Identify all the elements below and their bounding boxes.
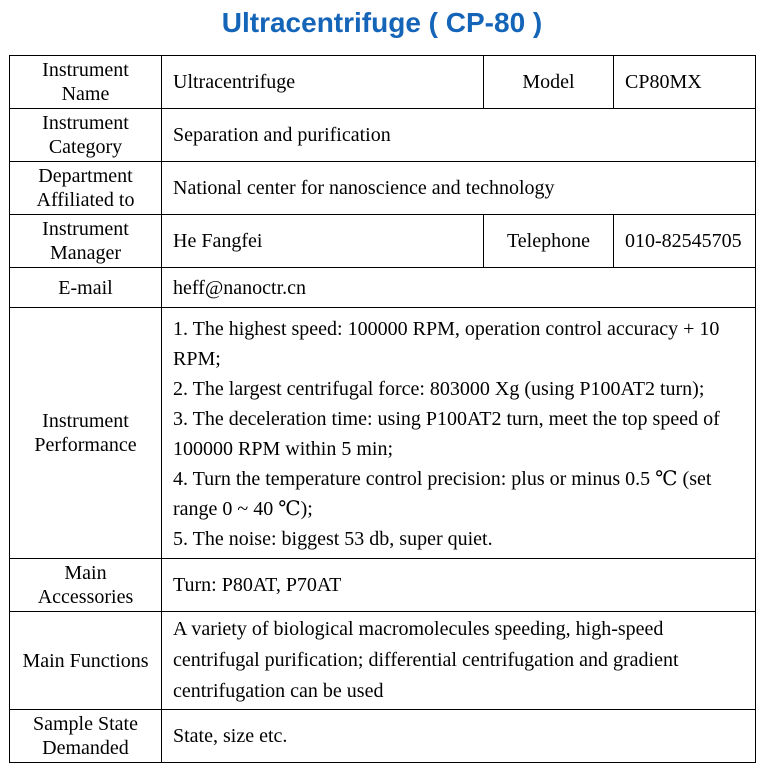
department-label: Department Affiliated to	[10, 162, 162, 215]
model-label: Model	[484, 56, 614, 109]
sample-state-label: Sample State Demanded	[10, 710, 162, 763]
sample-state-value: State, size etc.	[162, 710, 756, 763]
table-row	[10, 612, 756, 710]
performance-line-4: 4. Turn the temperature control precision: plus or minus 0.5 ℃ (set range 0 ~ 40 ℃);	[173, 468, 712, 520]
telephone-label: Telephone	[484, 215, 614, 268]
telephone-value: 010-82545705	[614, 215, 756, 268]
department-value: National center for nanoscience and technology	[162, 162, 756, 215]
instrument-performance-value	[162, 308, 756, 559]
performance-line-3: 3. The deceleration time: using P100AT2 turn, meet the top speed of 100000 RPM within 5 min;	[173, 408, 720, 460]
email-value: heff@nanoctr.cn	[162, 268, 756, 308]
main-accessories-value: Turn: P80AT, P70AT	[162, 559, 756, 612]
table-row	[10, 215, 756, 268]
table-row	[10, 162, 756, 215]
instrument-info-table	[9, 55, 756, 763]
table-row	[10, 109, 756, 162]
table-row	[10, 710, 756, 763]
performance-line-2: 2. The largest centrifugal force: 803000 Xg (using P100AT2 turn);	[173, 378, 705, 400]
model-value: CP80MX	[614, 56, 756, 109]
instrument-performance-label: Instrument Performance	[10, 308, 162, 559]
instrument-manager-label: Instrument Manager	[10, 215, 162, 268]
main-accessories-label: Main Accessories	[10, 559, 162, 612]
performance-line-5: 5. The noise: biggest 53 db, super quiet.	[173, 528, 493, 550]
table-row	[10, 268, 756, 308]
instrument-category-label: Instrument Category	[10, 109, 162, 162]
main-functions-value: A variety of biological macromolecules speeding, high-speed centrifugal purification; differential centrifugation and gradient centrifugation can be used	[162, 612, 756, 710]
table-row	[10, 56, 756, 109]
instrument-name-label: Instrument Name	[10, 56, 162, 109]
instrument-name-value: Ultracentrifuge	[162, 56, 484, 109]
email-label: E-mail	[10, 268, 162, 308]
instrument-manager-value: He Fangfei	[162, 215, 484, 268]
table-row	[10, 308, 756, 559]
instrument-category-value: Separation and purification	[162, 109, 756, 162]
main-functions-label: Main Functions	[10, 612, 162, 710]
performance-line-1: 1. The highest speed: 100000 RPM, operation control accuracy + 10 RPM;	[173, 318, 720, 370]
page-title: Ultracentrifuge ( CP-80 )	[221, 7, 543, 38]
table-row	[10, 559, 756, 612]
